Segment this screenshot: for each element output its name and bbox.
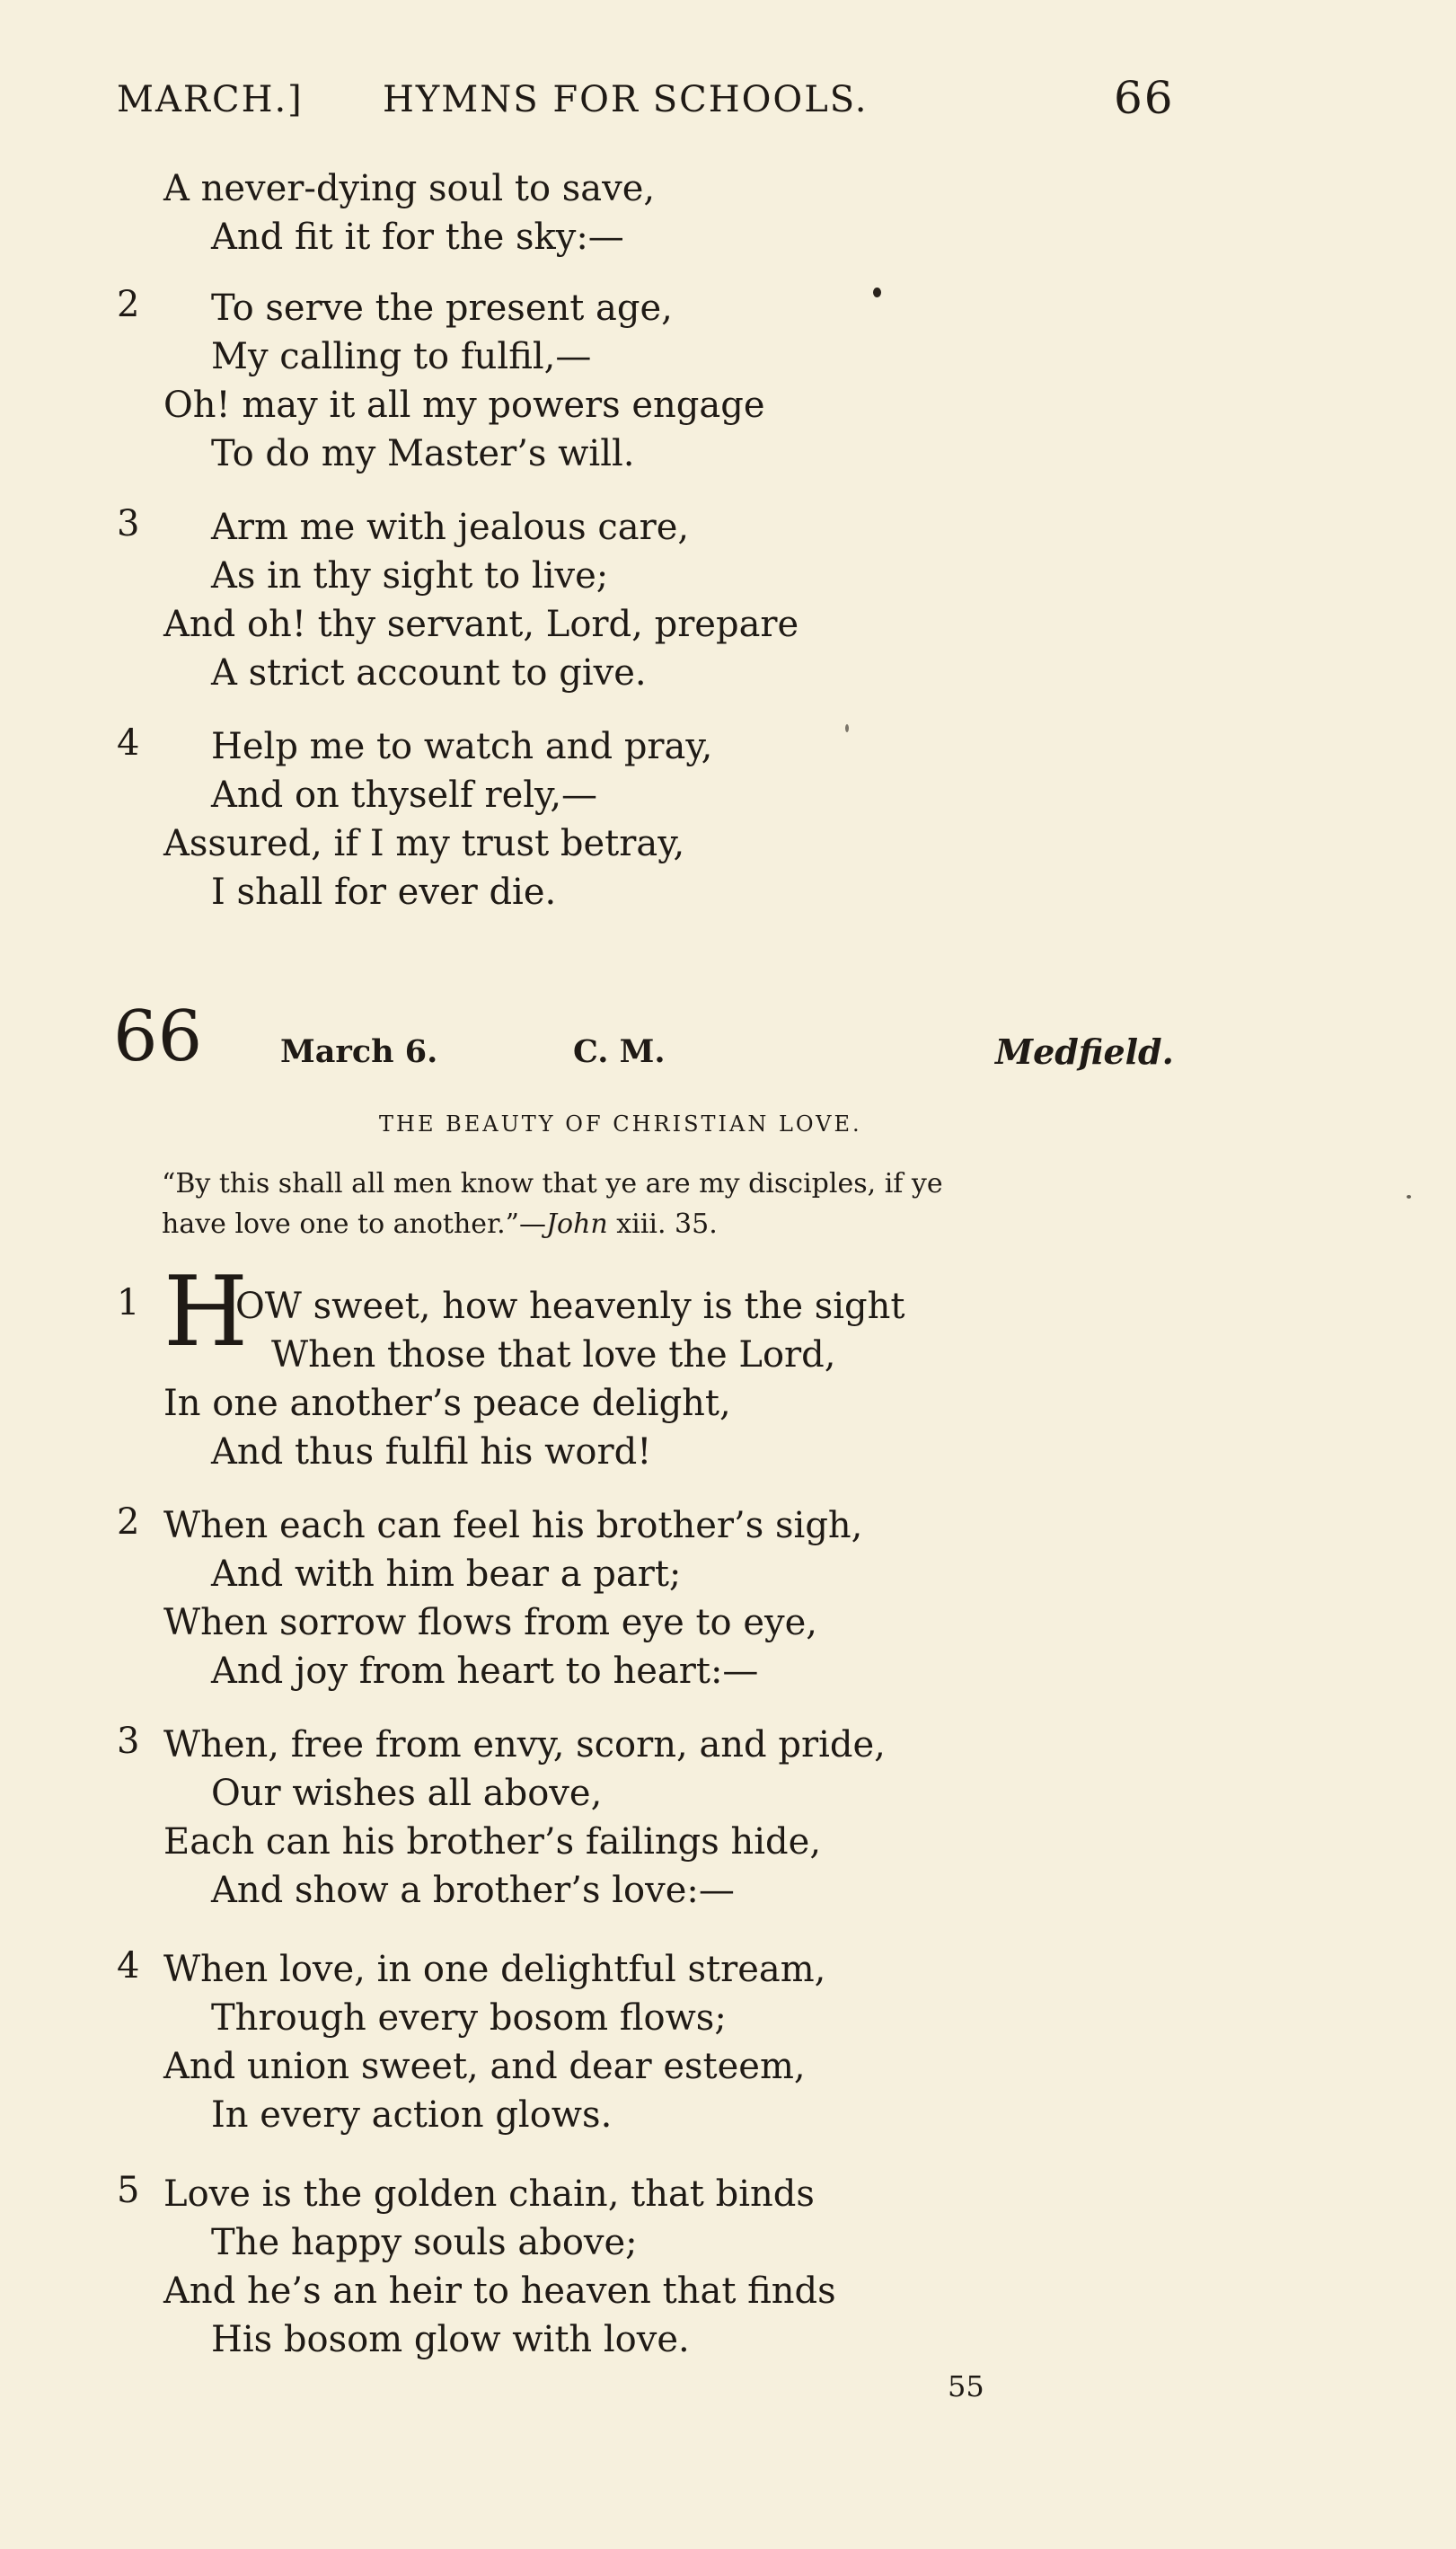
scripture-verse: xiii. 35. (607, 1208, 718, 1240)
ink-speck (1407, 1195, 1411, 1199)
verse-line: And on thyself rely,— (211, 774, 598, 816)
verse-line: A strict account to give. (211, 652, 647, 694)
stanza-number: 2 (117, 1501, 140, 1543)
verse-line: OW sweet, how heavenly is the sight (235, 1286, 905, 1327)
verse-line: And show a brother’s love:— (211, 1870, 735, 1911)
verse-line: Our wishes all above, (211, 1773, 603, 1814)
verse-line: And thus fulfil his word! (211, 1431, 652, 1473)
verse-line: When those that love the Lord, (271, 1334, 836, 1376)
stanza-number: 3 (117, 503, 140, 544)
verse-line: Through every bosom flows; (211, 1997, 727, 2039)
verse-line: And with him bear a part; (211, 1553, 682, 1595)
running-head-title: HYMNS FOR SCHOOLS. (383, 79, 869, 120)
verse-line: And he’s an heir to heaven that finds (163, 2270, 836, 2312)
scripture-book: John (545, 1208, 608, 1240)
verse-line: When sorrow flows from eye to eye, (163, 1602, 817, 1643)
stanza-number: 5 (117, 2170, 140, 2211)
verse-line: When love, in one delightful stream, (163, 1949, 826, 1990)
verse-line: In every action glows. (211, 2094, 613, 2136)
scripture-quote-text: have love one to another.”— (162, 1208, 546, 1240)
verse-line: To serve the present age, (211, 288, 673, 329)
verse-line: Assured, if I my trust betray, (163, 823, 685, 864)
stanza-number: 4 (117, 722, 140, 764)
verse-line: Oh! may it all my powers engage (163, 385, 765, 426)
folio-number: 55 (948, 2369, 984, 2403)
hymn-number: 66 (113, 996, 203, 1077)
ink-speck (873, 288, 881, 297)
verse-line: When each can feel his brother’s sigh, (163, 1505, 863, 1546)
verse-line: To do my Master’s will. (211, 433, 635, 474)
hymn-meter: C. M. (573, 1033, 666, 1070)
verse-line: My calling to fulfil,— (211, 336, 592, 377)
verse-line: Each can his brother’s failings hide, (163, 1821, 822, 1863)
verse-line: His bosom glow with love. (211, 2319, 690, 2360)
verse-line: As in thy sight to live; (211, 555, 609, 597)
scripture-quote-line: “By this shall all men know that ye are my disciples, if ye (162, 1168, 943, 1199)
stanza-number: 1 (117, 1282, 140, 1323)
tune-name: Medfield. (995, 1031, 1174, 1072)
running-head-left: MARCH.] (117, 79, 304, 120)
verse-line: A never-dying soul to save, (163, 168, 656, 209)
stanza-number: 4 (117, 1945, 140, 1987)
stanza-number: 3 (117, 1721, 140, 1762)
verse-line: In one another’s peace delight, (163, 1383, 731, 1424)
verse-line: And joy from heart to heart:— (211, 1651, 759, 1692)
hymn-date: March 6. (280, 1033, 438, 1070)
verse-line: Love is the golden chain, that binds (163, 2173, 815, 2215)
verse-line: When, free from envy, scorn, and pride, (163, 1724, 886, 1766)
verse-line: Arm me with jealous care, (211, 507, 690, 548)
verse-line: And oh! thy servant, Lord, prepare (163, 604, 799, 645)
running-head-page-number: 66 (1114, 72, 1175, 124)
drop-cap: H (163, 1256, 249, 1368)
ink-speck (845, 724, 849, 732)
verse-line: Help me to watch and pray, (211, 726, 713, 767)
stanza-number: 2 (117, 284, 140, 325)
verse-line: The happy souls above; (211, 2222, 638, 2263)
verse-line: And union sweet, and dear esteem, (163, 2046, 806, 2087)
scripture-quote-line (162, 1208, 718, 1240)
hymn-subtitle: THE BEAUTY OF CHRISTIAN LOVE. (379, 1111, 862, 1137)
verse-line: And fit it for the sky:— (211, 217, 624, 258)
verse-line: I shall for ever die. (211, 872, 557, 913)
